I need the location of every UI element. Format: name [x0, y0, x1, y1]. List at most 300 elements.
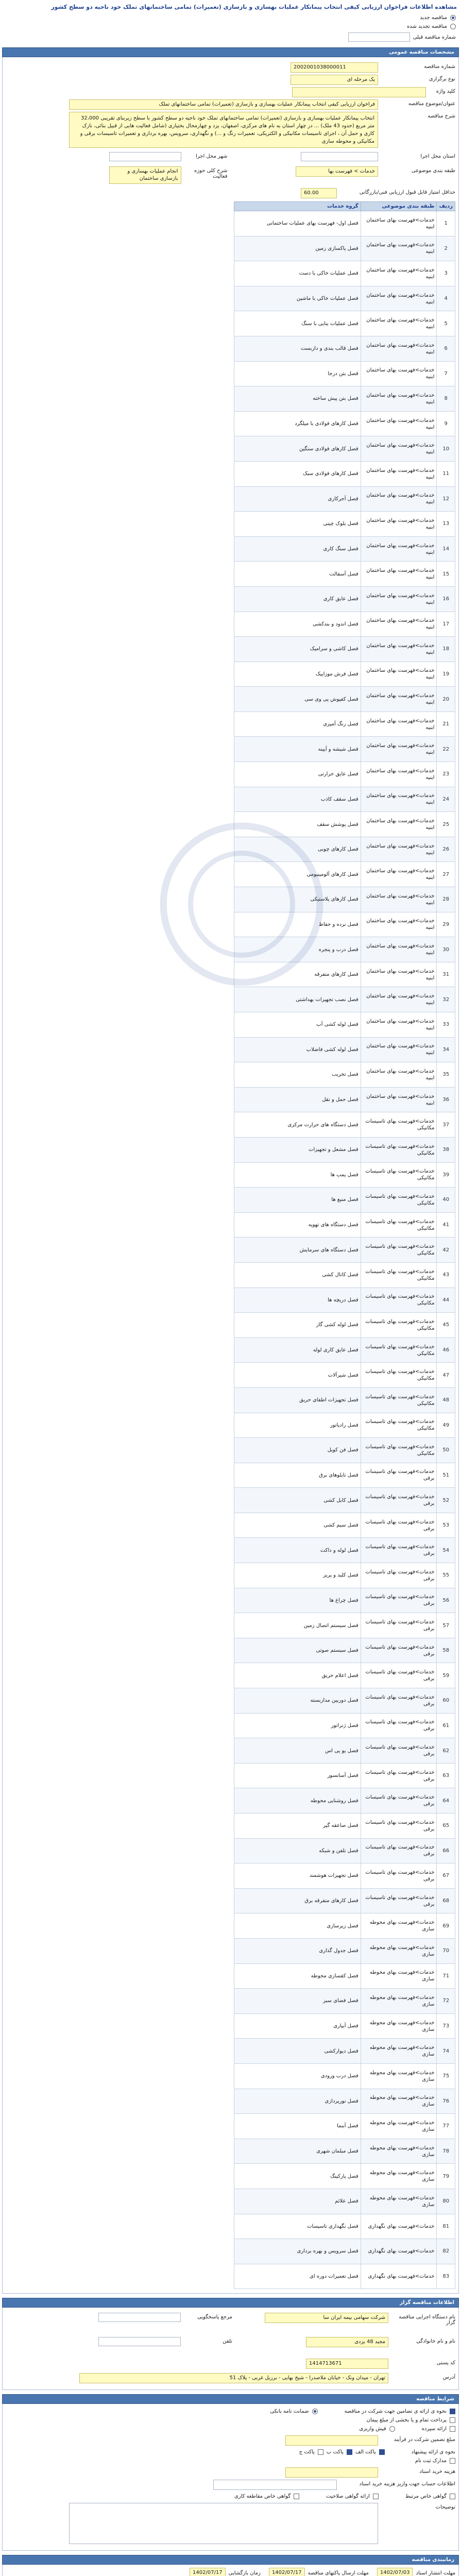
row-service: فصل سیستم صوتی [234, 1638, 361, 1663]
row-number: 51 [437, 1463, 455, 1488]
row-class: خدمات>فهرست بهای محوطه سازی [361, 1963, 437, 1989]
row-service: فصل بلوک چینی [234, 512, 361, 537]
org-name-row [240, 2313, 455, 2326]
row-class: خدمات>فهرست بهای ساختمان ابنیه [361, 1037, 437, 1062]
row-class: خدمات>فهرست بهای ساختمان ابنیه [361, 662, 437, 687]
row-number: 77 [437, 2114, 455, 2139]
cond-fee-row [6, 2467, 455, 2478]
cond-account-row [6, 2480, 455, 2490]
row-number: 66 [437, 1838, 455, 1863]
row-number: 78 [437, 2139, 455, 2164]
row-number: 33 [437, 1012, 455, 1038]
row-class: خدمات>فهرست بهای تاسیسات برقی [361, 1888, 437, 1913]
row-number: 12 [437, 486, 455, 512]
row-service: فصل لوله کشی گاز [234, 1313, 361, 1338]
city-field [109, 152, 181, 161]
table-row [234, 411, 455, 436]
row-class: خدمات>فهرست بهای تاسیسات مکانیکی [361, 1337, 437, 1363]
row-service: فصل رنگ آمیزی [234, 711, 361, 737]
table-row [234, 1438, 455, 1463]
table-row [234, 1613, 455, 1638]
dates-row [6, 2568, 455, 2576]
row-service: فصل کارهای پلاستیکی [234, 887, 361, 912]
table-row [234, 1888, 455, 1913]
subject-row [6, 99, 455, 110]
row-service: فصل تجهیزات اطفای حریق [234, 1387, 361, 1413]
row-class: خدمات>فهرست بهای محوطه سازی [361, 2013, 437, 2039]
table-row [234, 311, 455, 336]
row-number: 2 [437, 236, 455, 261]
table-row [234, 2214, 455, 2239]
table-row [234, 1863, 455, 1889]
row-service: فصل سقف کاذب [234, 787, 361, 812]
row-number: 47 [437, 1363, 455, 1388]
table-row [234, 436, 455, 462]
row-number: 49 [437, 1413, 455, 1438]
row-service: فصل عایق کاری [234, 586, 361, 612]
row-service: فصل ژنراتور [234, 1713, 361, 1738]
row-number: 44 [437, 1287, 455, 1313]
cond-deposit-label: ارائه سپرده [421, 2426, 447, 2432]
cond-amount-field [285, 2435, 378, 2446]
row-class: خدمات>فهرست بهای نگهداری [361, 2239, 437, 2264]
row-class: خدمات>فهرست بهای ساختمان ابنیه [361, 737, 437, 762]
tender-type-row [6, 75, 455, 85]
page-title: مشاهده اطلاعات فراخوان ارزیابی کیفی انتخاب پیمانکار عملیات بهسازی و بازسازی (تعمیرات) تمامی ساختمانهای تملک خود ناحیه دو سطح کشور [51, 4, 457, 10]
org-phone-label: تلفن [223, 2338, 232, 2345]
row-service: فصل نصب تجهیزات بهداشتی [234, 987, 361, 1012]
table-row [234, 1238, 455, 1263]
cond-docs-checkbox[interactable] [450, 2458, 455, 2464]
row-service: فصل دریچه ها [234, 1287, 361, 1313]
envelope-b-label: پاکت ب [326, 2449, 344, 2455]
tender-type-label: نوع برگزاری [429, 76, 455, 82]
row-number: 25 [437, 812, 455, 837]
row-service: فصل سرویس و بهره برداری [234, 2239, 361, 2264]
row-number: 79 [437, 2164, 455, 2189]
row-class: خدمات>فهرست بهای محوطه سازی [361, 2189, 437, 2214]
row-number: 46 [437, 1337, 455, 1363]
row-class: خدمات>فهرست بهای تاسیسات برقی [361, 1788, 437, 1814]
radio-renew-row[interactable] [2, 22, 459, 31]
row-class: خدمات>فهرست بهای ساختمان ابنیه [361, 612, 437, 637]
row-class: خدمات>فهرست بهای نگهداری [361, 2264, 437, 2289]
row-class: خدمات>فهرست بهای تاسیسات برقی [361, 1688, 437, 1714]
row-service: فصل فضای سبز [234, 1989, 361, 2014]
desc-row [6, 112, 455, 148]
row-service: فصل پارکینگ [234, 2164, 361, 2189]
row-service: فصل بتن پیش ساخته [234, 386, 361, 412]
row-number: 24 [437, 787, 455, 812]
page-root [2, 0, 459, 2576]
row-class: خدمات>فهرست بهای محوطه سازی [361, 2089, 437, 2114]
row-number: 50 [437, 1438, 455, 1463]
date-publish-label: مهلت انتشار اسناد [416, 2570, 455, 2576]
table-row [234, 336, 455, 361]
table-row [234, 1012, 455, 1038]
row-number: 75 [437, 2063, 455, 2089]
cond-payment-row [6, 2416, 455, 2425]
city-row [6, 152, 228, 162]
table-row [234, 1037, 455, 1062]
row-number: 41 [437, 1212, 455, 1238]
row-class: خدمات>فهرست بهای تاسیسات برقی [361, 1488, 437, 1513]
row-class: خدمات>فهرست بهای تاسیسات مکانیکی [361, 1262, 437, 1287]
row-class: خدمات>فهرست بهای تاسیسات مکانیکی [361, 1363, 437, 1388]
cond-fee-label: هزینه خرید اسناد [419, 2469, 455, 2475]
row-service: فصل درب ورودی [234, 2063, 361, 2089]
row-service: فصل درب و پنجره [234, 937, 361, 962]
org-name-label: نام دستگاه اجرایی مناقصه گزار [399, 2314, 455, 2326]
tender-panel [2, 57, 459, 2294]
cond-guarantee-checkbox[interactable] [450, 2409, 455, 2414]
row-class: خدمات>فهرست بهای تاسیسات برقی [361, 1513, 437, 1538]
row-service: فصل تخریب [234, 1062, 361, 1088]
row-number: 32 [437, 987, 455, 1012]
row-number: 60 [437, 1688, 455, 1714]
row-service: فصل مشعل و تجهیزات [234, 1137, 361, 1162]
class-field-row [234, 166, 456, 177]
row-service: فصل سیم کشی [234, 1513, 361, 1538]
cond-guarantee-label: نحوه ی ارائه ی تضامین جهت شرکت در مناقصه [344, 2409, 447, 2415]
row-service: فصل اعلام حریق [234, 1663, 361, 1688]
row-service: فصل اول- فهرست بهای عملیات ساختمانی [234, 211, 361, 236]
row-service: فصل تعمیرات دوره ای [234, 2264, 361, 2289]
row-number: 57 [437, 1613, 455, 1638]
row-number: 8 [437, 386, 455, 412]
row-service: فصل آبیاری [234, 2013, 361, 2039]
row-number: 13 [437, 512, 455, 537]
row-number: 72 [437, 1989, 455, 2014]
org-postal-label: کد پستی [436, 2360, 455, 2366]
table-row [234, 1963, 455, 1989]
table-row [234, 2264, 455, 2289]
organizer-grid [6, 2311, 455, 2371]
cond-cert3-checkbox[interactable] [294, 2494, 299, 2499]
dates-section-title: زمانبندی مناقصه [2, 2555, 459, 2565]
row-number: 56 [437, 1588, 455, 1613]
table-row [234, 787, 455, 812]
row-class: خدمات>فهرست بهای ساختمان ابنیه [361, 937, 437, 962]
table-row [234, 612, 455, 637]
cond-docs-row [6, 2456, 455, 2465]
table-row [234, 1638, 455, 1663]
org-address: تهران - میدان ونک - خیابان ملاصدرا - شیخ بهایی - برزیل غربی - پلاک 51 [79, 2373, 388, 2383]
org-person-label: نام و نام خانوادگی [416, 2338, 455, 2345]
cond-deposit-option: فیش واریزی [359, 2426, 386, 2432]
keyword-row [6, 87, 455, 97]
row-class: خدمات>فهرست بهای ساختمان ابنیه [361, 837, 437, 862]
row-class: خدمات>فهرست بهای تاسیسات مکانیکی [361, 1112, 437, 1138]
row-class: خدمات>فهرست بهای تاسیسات برقی [361, 1713, 437, 1738]
table-row [234, 1463, 455, 1488]
row-class: خدمات>فهرست بهای تاسیسات برقی [361, 1463, 437, 1488]
row-number: 55 [437, 1563, 455, 1588]
header-class: طبقه بندی موضوعی [361, 202, 437, 211]
keyword-label: کلید واژه [436, 89, 455, 94]
row-service: فصل لوله کشی فاضلاب [234, 1037, 361, 1062]
table-row [234, 1387, 455, 1413]
row-service: فصل پمپ ها [234, 1162, 361, 1188]
cond-deposit-radio[interactable] [389, 2426, 395, 2432]
row-service: فصل تلفن و شبکه [234, 1838, 361, 1863]
tender-number: 2002001038000011 [291, 62, 378, 73]
row-number: 10 [437, 436, 455, 462]
row-class: خدمات>فهرست بهای ساختمان ابنیه [361, 987, 437, 1012]
province-label: استان محل اجرا [420, 154, 455, 159]
table-row [234, 1989, 455, 2014]
cond-cert2-checkbox[interactable] [373, 2494, 379, 2499]
table-row [234, 1287, 455, 1313]
row-number: 67 [437, 1863, 455, 1889]
radio-new-row[interactable] [2, 13, 459, 22]
row-number: 31 [437, 962, 455, 987]
row-service: فصل کارهای فولادی با میلگرد [234, 411, 361, 436]
table-row [234, 2114, 455, 2139]
row-class: خدمات>فهرست بهای تاسیسات مکانیکی [361, 1413, 437, 1438]
date-open-value: 1402/07/17 [190, 2568, 226, 2576]
keyword-field[interactable] [292, 87, 426, 97]
row-class: خدمات>فهرست بهای تاسیسات مکانیکی [361, 1238, 437, 1263]
table-row [234, 1788, 455, 1814]
cond-notes-row [6, 2503, 455, 2544]
cond-account-field [213, 2480, 337, 2490]
row-service: فصل سنگ کاری [234, 536, 361, 562]
row-number: 16 [437, 586, 455, 612]
row-number: 42 [437, 1238, 455, 1263]
cond-payment-checkbox[interactable] [450, 2417, 455, 2423]
row-number: 64 [437, 1788, 455, 1814]
radio-new[interactable] [450, 15, 456, 21]
row-class: خدمات>فهرست بهای ساختمان ابنیه [361, 1012, 437, 1038]
row-number: 7 [437, 361, 455, 386]
cond-guarantee-row [6, 2407, 455, 2416]
row-number: 21 [437, 711, 455, 737]
cond-guarantee-option: ضمانت نامه بانکی [270, 2409, 309, 2415]
row-class: خدمات>فهرست بهای ساختمان ابنیه [361, 411, 437, 436]
row-service: فصل آبنما [234, 2114, 361, 2139]
cond-deposit-checkbox[interactable] [450, 2426, 455, 2432]
envelope-b-checkbox[interactable] [347, 2449, 352, 2455]
envelope-a-checkbox[interactable] [379, 2449, 385, 2455]
row-service: فصل فن کویل [234, 1438, 361, 1463]
row-number: 70 [437, 1938, 455, 1963]
row-class: خدمات>فهرست بهای ساختمان ابنیه [361, 236, 437, 261]
row-service: فصل آجرکاری [234, 486, 361, 512]
row-service: فصل پاکسازی زمین [234, 236, 361, 261]
row-number: 59 [437, 1663, 455, 1688]
province-field [301, 152, 378, 161]
table-row [234, 536, 455, 562]
row-class: خدمات>فهرست بهای ساختمان ابنیه [361, 461, 437, 486]
org-address-row [6, 2373, 455, 2383]
row-class: خدمات>فهرست بهای محوطه سازی [361, 2114, 437, 2139]
table-row [234, 1713, 455, 1738]
tender-description: انتخاب پیمانکار عملیات بهسازی و بازسازی (تعمیرات) تمامی ساختمانهای تملک خود ناحیه دو سطح کشور با سطح زیربنای تقریبی 32،000 متر مربع (حدود 43 ملک) ... در چهار استان به نام های مرکزی، اصفهان، یزد و چهارمحال بختیاری (شامل فعالیت هایی از قبیل بنائی، نازک کاری و حمل آن ، اجرای تاسیسات مکانیکی و الکتریکی، تعمیرات رنگ و ...) و نگهداری، سرویس، بهره برداری و تعمیرات تاسیسات برقی و مکانیکی و محوطه سازی [69, 112, 378, 148]
radio-renew[interactable] [450, 24, 456, 29]
table-row [234, 662, 455, 687]
cond-cert3-label: گواهی خاص مقاطعه کاری [234, 2494, 291, 2500]
row-number: 58 [437, 1638, 455, 1663]
row-number: 26 [437, 837, 455, 862]
prev-number-row [2, 31, 459, 43]
category-label: شرح کلی حوزه فعالیت [194, 168, 228, 179]
table-row [234, 1763, 455, 1788]
org-postal-row [240, 2359, 455, 2369]
row-number: 39 [437, 1162, 455, 1188]
table-row [234, 1814, 455, 1839]
row-service: فصل دستگاه های حرارت مرکزی [234, 1112, 361, 1138]
organizer-section-title: اطلاعات مناقصه گزار [2, 2298, 459, 2308]
row-class: خدمات>فهرست بهای تاسیسات برقی [361, 1588, 437, 1613]
row-service: فصل عملیات خاکی با دست [234, 261, 361, 286]
tender-number-row [6, 62, 455, 73]
cond-docs-label: مدارک ثبت نام [415, 2458, 447, 2464]
row-service: فصل نورپردازی [234, 2089, 361, 2114]
row-class: خدمات>فهرست بهای ساختمان ابنیه [361, 787, 437, 812]
row-service: فصل علائم [234, 2189, 361, 2214]
table-row [234, 512, 455, 537]
city-label: شهر محل اجرا [195, 154, 228, 159]
table-row [234, 1137, 455, 1162]
row-class: خدمات>فهرست بهای ساختمان ابنیه [361, 586, 437, 612]
desc-label: شرح مناقصه [428, 113, 455, 119]
org-postal: 1414713671 [306, 2359, 388, 2369]
date-publish [377, 2568, 455, 2576]
row-class: خدمات>فهرست بهای ساختمان ابنیه [361, 486, 437, 512]
row-class: خدمات>فهرست بهای تاسیسات مکانیکی [361, 1188, 437, 1213]
score-row [6, 188, 455, 198]
row-class: خدمات>فهرست بهای محوطه سازی [361, 1938, 437, 1963]
row-number: 1 [437, 211, 455, 236]
org-phone [98, 2337, 181, 2346]
row-number: 22 [437, 737, 455, 762]
table-row [234, 687, 455, 712]
row-class: خدمات>فهرست بهای تاسیسات برقی [361, 1638, 437, 1663]
row-class: خدمات>فهرست بهای ساختمان ابنیه [361, 762, 437, 787]
table-row [234, 711, 455, 737]
table-row [234, 1688, 455, 1714]
row-service: فصل حمل و نقل [234, 1087, 361, 1112]
row-number: 73 [437, 2013, 455, 2039]
row-class: خدمات>فهرست بهای ساختمان ابنیه [361, 637, 437, 662]
table-row [234, 286, 455, 311]
row-service: فصل جدول گذاری [234, 1938, 361, 1963]
row-service: فصل آسفالت [234, 562, 361, 587]
envelope-c-checkbox[interactable] [318, 2449, 323, 2455]
table-row [234, 1538, 455, 1563]
row-class: خدمات>فهرست بهای ساختمان ابنیه [361, 386, 437, 412]
table-row [234, 1738, 455, 1764]
table-row [234, 2189, 455, 2214]
row-service: فصل کارهای متفرقه برق [234, 1888, 361, 1913]
table-row [234, 1212, 455, 1238]
row-service: فصل عایق حرارتی [234, 762, 361, 787]
envelope-a-label: پاکت الف [355, 2449, 376, 2455]
row-service: فصل دوربین مداربسته [234, 1688, 361, 1714]
row-class: خدمات>فهرست بهای ساختمان ابنیه [361, 336, 437, 361]
row-number: 76 [437, 2089, 455, 2114]
row-service: فصل کارهای فولادی سنگین [234, 436, 361, 462]
row-class: خدمات>فهرست بهای تاسیسات مکانیکی [361, 1212, 437, 1238]
date-deadline-label: مهلت ارسال پاکتهای مناقصه [308, 2570, 369, 2576]
row-service: فصل نرده و حفاظ [234, 912, 361, 937]
table-row [234, 1938, 455, 1963]
table-row [234, 1188, 455, 1213]
table-row [234, 2164, 455, 2189]
cond-cert1-checkbox[interactable] [450, 2494, 455, 2499]
row-number: 43 [437, 1262, 455, 1287]
row-service: فصل کابل کشی [234, 1488, 361, 1513]
table-row [234, 987, 455, 1012]
row-number: 83 [437, 2264, 455, 2289]
table-row [234, 1337, 455, 1363]
tender-subject: فراخوان ارزیابی کیفی انتخاب پیمانکار عملیات بهسازی و بازسازی (تعمیرات) تمامی ساختمانهای تملک [69, 99, 378, 110]
row-number: 34 [437, 1037, 455, 1062]
row-number: 3 [437, 261, 455, 286]
table-row [234, 486, 455, 512]
row-service: فصل دستگاه های تهویه [234, 1212, 361, 1238]
cond-cert1-label: گواهی خاص مرتبط [405, 2494, 447, 2500]
row-class: خدمات>فهرست بهای محوطه سازی [361, 2164, 437, 2189]
row-number: 5 [437, 311, 455, 336]
date-publish-value: 1402/07/03 [377, 2568, 413, 2576]
row-number: 4 [437, 286, 455, 311]
row-service: فصل کاشی و سرامیک [234, 637, 361, 662]
table-row [234, 1313, 455, 1338]
row-number: 6 [437, 336, 455, 361]
row-number: 68 [437, 1888, 455, 1913]
row-number: 11 [437, 461, 455, 486]
org-person: مجید 48 یزدی [306, 2337, 388, 2347]
row-class: خدمات>فهرست بهای ساختمان ابنیه [361, 887, 437, 912]
row-number: 45 [437, 1313, 455, 1338]
row-service: فصل قالب بندی و داربست [234, 336, 361, 361]
row-service: فصل کلید و پریز [234, 1563, 361, 1588]
radio-new-label: مناقصه جدید [420, 15, 447, 21]
prev-number-label: شماره مناقصه قبلی [413, 34, 456, 40]
row-class: خدمات>فهرست بهای تاسیسات برقی [361, 1738, 437, 1764]
table-row [234, 762, 455, 787]
category-row [6, 166, 228, 184]
table-row [234, 1162, 455, 1188]
table-row [234, 1112, 455, 1138]
row-number: 17 [437, 612, 455, 637]
row-class: خدمات>فهرست بهای تاسیسات مکانیکی [361, 1313, 437, 1338]
conditions-panel [2, 2404, 459, 2551]
tender-type: یک مرحله ای [291, 75, 378, 85]
row-class: خدمات>فهرست بهای ساختمان ابنیه [361, 962, 437, 987]
row-class: خدمات>فهرست بهای تاسیسات برقی [361, 1863, 437, 1889]
row-class: خدمات>فهرست بهای ساختمان ابنیه [361, 211, 437, 236]
cond-guarantee-radio[interactable] [312, 2409, 318, 2414]
row-number: 81 [437, 2214, 455, 2239]
radio-renew-label: مناقصه تجدید شده [407, 24, 447, 29]
row-service: فصل چراغ ها [234, 1588, 361, 1613]
row-number: 23 [437, 762, 455, 787]
row-number: 15 [437, 562, 455, 587]
row-class: خدمات>فهرست بهای ساختمان ابنیه [361, 912, 437, 937]
cond-amount-row [6, 2435, 455, 2446]
row-class: خدمات>فهرست بهای نگهداری [361, 2214, 437, 2239]
conditions-section-title: شرایط مناقصه [2, 2394, 459, 2404]
class-label: طبقه بندی موضوعی [411, 168, 455, 174]
row-number: 74 [437, 2039, 455, 2064]
prev-number-field[interactable] [348, 32, 410, 42]
row-service: فصل عملیات بنایی با سنگ [234, 311, 361, 336]
row-class: خدمات>فهرست بهای تاسیسات برقی [361, 1538, 437, 1563]
row-number: 30 [437, 937, 455, 962]
